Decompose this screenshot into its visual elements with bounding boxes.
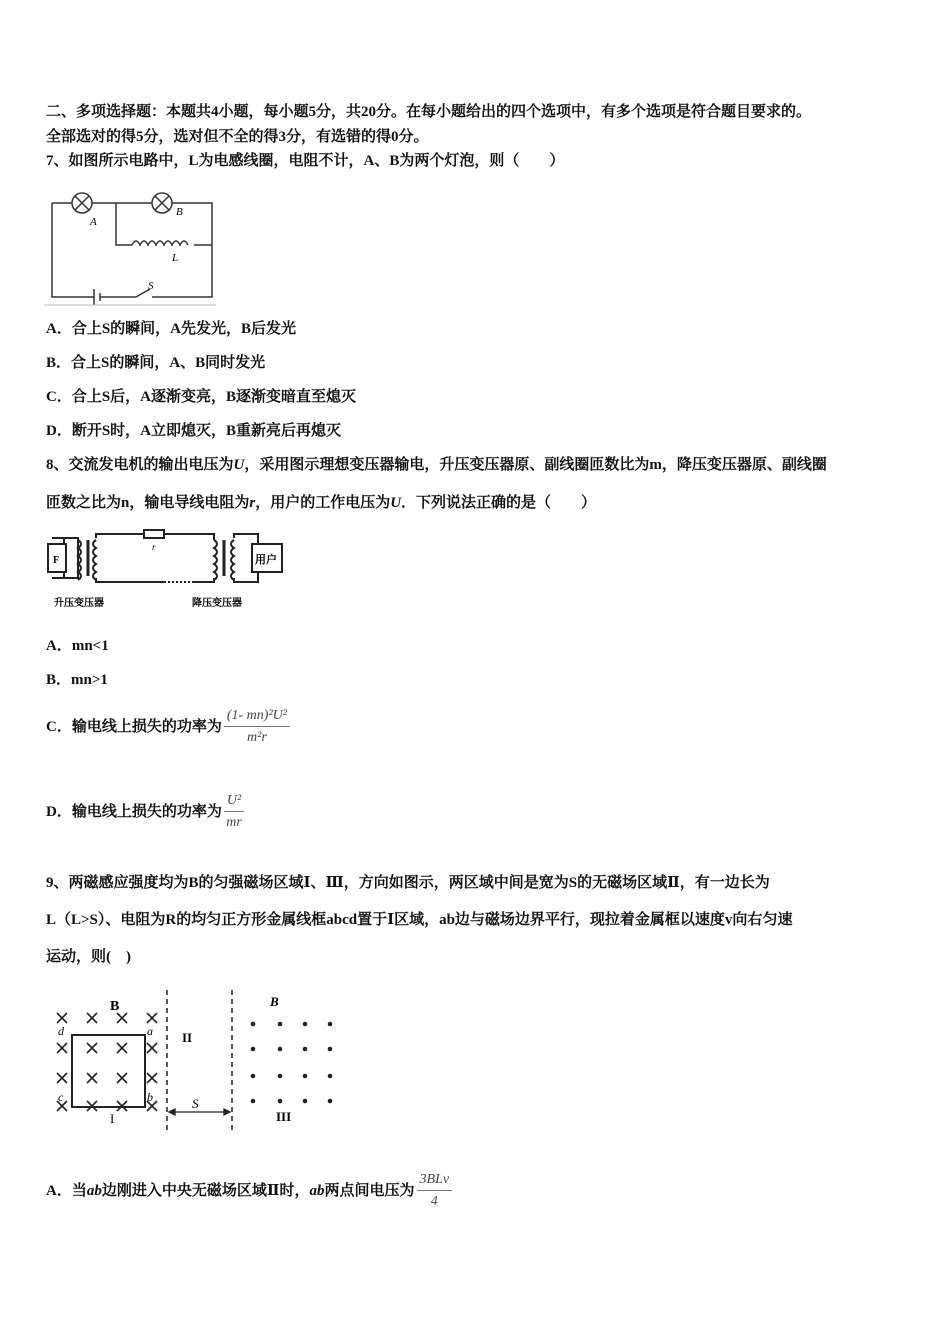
field-out-of-page-mark (328, 1022, 333, 1027)
q7-option-c: C．合上S后，A逐渐变亮，B逐渐变暗直至熄灭 (46, 389, 357, 405)
generator-label: F (53, 555, 60, 566)
switch-label: S (148, 280, 154, 292)
field-into-page-mark (57, 1073, 67, 1083)
field-into-page-mark (117, 1013, 127, 1023)
corner-d-label: d (58, 1024, 64, 1038)
lamp-a-label: A (90, 216, 97, 228)
region-1-label: I (110, 1111, 115, 1126)
field-into-page-mark (87, 1043, 97, 1053)
fraction: $\frac{\text{3BLv}}{4}$ (417, 1170, 453, 1213)
field-into-page-mark (147, 1013, 157, 1023)
field-into-page-mark (57, 1043, 67, 1053)
field-into-page-mark (57, 1013, 67, 1023)
field-into-page-mark (147, 1043, 157, 1053)
inductor-label: L (172, 252, 179, 264)
section-scoring: 全部选对的得5分，选对但不全的得3分，有选错的得0分。 (46, 129, 429, 145)
q8-option-a: A．mn<1 (46, 638, 109, 654)
field-out-of-page-mark (278, 1022, 283, 1027)
field-out-of-page-mark (303, 1074, 308, 1079)
fraction: $\frac{\text{(1- mn)²U²}}{\text{m²r}}$ (224, 706, 290, 749)
corner-c-label: c (58, 1090, 64, 1104)
q8-stem-line2: 匝数之比为n，输电导线电阻为r，用户的工作电压为U．下列说法正确的是（ ） (46, 495, 597, 511)
field-out-of-page-mark (328, 1099, 333, 1104)
field-out-of-page-mark (251, 1074, 256, 1079)
q9-magnetic-field-figure (50, 988, 340, 1133)
field-into-page-mark (117, 1073, 127, 1083)
step-down-label: 降压变压器 (192, 598, 242, 609)
q8-option-c: C．输电线上损失的功率为 $\frac{\text{(1- mn)²U²}}{\text{m²r}}$ (46, 706, 290, 749)
resistor-label: r (152, 542, 156, 552)
q9-stem-line2: L（L>S）、电阻为R的均匀正方形金属线框abcd置于Ⅰ区域，ab边与磁场边界平行，现拉着金属框以速度v向右匀速 (46, 912, 793, 928)
lamp-b-label: B (176, 206, 183, 218)
field-out-of-page-mark (303, 1099, 308, 1104)
fraction: $\frac{\text{U²}}{mr}$ (224, 791, 244, 834)
field-out-of-page-mark (278, 1099, 283, 1104)
q7-option-d: D．断开S时，A立即熄灭，B重新亮后再熄灭 (46, 423, 342, 439)
field-into-page-mark (87, 1013, 97, 1023)
field-out-of-page-mark (303, 1047, 308, 1052)
q9-stem-line1: 9、两磁感应强度均为B的匀强磁场区域Ⅰ、Ⅲ，方向如图示，两区域中间是宽为S的无磁场区域Ⅱ，有一边长为 (46, 875, 770, 891)
field-out-of-page-mark (328, 1047, 333, 1052)
field-into-page-mark (147, 1073, 157, 1083)
region-3-label: III (276, 1109, 292, 1124)
field-out-of-page-mark (278, 1074, 283, 1079)
corner-a-label: a (147, 1024, 153, 1038)
field-out-of-page-mark (251, 1099, 256, 1104)
q9-stem-line3: 运动，则( ) (46, 949, 131, 965)
q8-transmission-figure (44, 528, 294, 614)
gap-s-label: S (192, 1096, 199, 1111)
q8-stem-line1: 8、交流发电机的输出电压为U，采用图示理想变压器输电，升压变压器原、副线圈匝数比为m，降压变压器原、副线圈 (46, 457, 827, 473)
field-into-page-mark (117, 1043, 127, 1053)
region-2-label: II (182, 1030, 193, 1045)
q7-stem: 7、如图所示电路中，L为电感线圈，电阻不计，A、B为两个灯泡，则（ ） (46, 153, 565, 169)
user-label: 用户 (255, 554, 277, 566)
q8-option-b: B．mn>1 (46, 672, 108, 688)
field-b-label-left: B (110, 999, 120, 1014)
field-out-of-page-mark (278, 1047, 283, 1052)
field-into-page-mark (87, 1073, 97, 1083)
field-b-label-right: B (270, 994, 279, 1009)
field-out-of-page-mark (251, 1022, 256, 1027)
q9-option-a: A．当ab边刚进入中央无磁场区域Ⅱ时，ab两点间电压为 $\frac{\text{3BLv}}{4}$ (46, 1170, 452, 1213)
field-out-of-page-mark (303, 1022, 308, 1027)
step-up-label: 升压变压器 (54, 598, 104, 609)
q7-circuit-figure (44, 185, 219, 307)
field-out-of-page-mark (251, 1047, 256, 1052)
corner-b-label: b (147, 1090, 153, 1104)
q8-option-d: D．输电线上损失的功率为 $\frac{\text{U²}}{mr}$ (46, 791, 244, 834)
field-out-of-page-mark (328, 1074, 333, 1079)
q7-option-a: A．合上S的瞬间，A先发光，B后发光 (46, 321, 297, 337)
q7-option-b: B．合上S的瞬间，A、B同时发光 (46, 355, 266, 371)
section-heading: 二、多项选择题：本题共4小题，每小题5分，共20分。在每小题给出的四个选项中，有多个选项是符合题目要求的。 (46, 104, 812, 120)
